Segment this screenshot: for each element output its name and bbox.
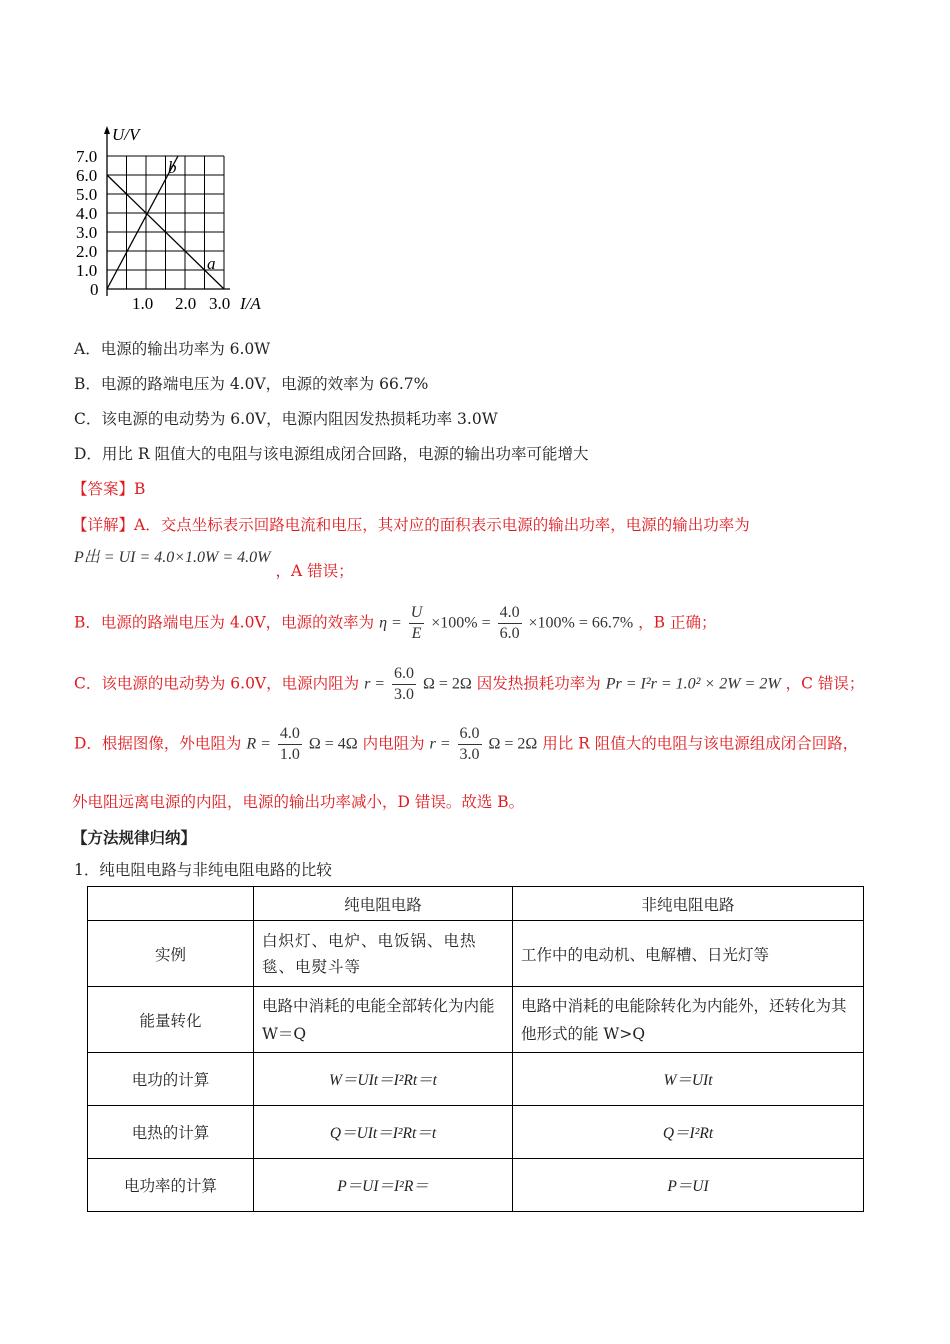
table-cell: Q＝I²Rt xyxy=(513,1106,864,1159)
table-cell: 工作中的电动机、电解槽、日光灯等 xyxy=(513,921,864,987)
y-tick: 3.0 xyxy=(76,223,98,242)
R-symbol: R = xyxy=(246,735,271,753)
y-tick: 5.0 xyxy=(76,185,98,204)
detail-c-line xyxy=(74,664,864,705)
detail-d-start: D．根据图像，外电阻为 xyxy=(74,734,242,753)
numerator: 4.0 xyxy=(498,603,522,624)
eta-symbol: η = xyxy=(379,614,402,632)
fraction-4-1 xyxy=(278,724,302,765)
denominator: E xyxy=(411,625,422,642)
table-header-cell xyxy=(88,887,254,921)
fraction-6-3 xyxy=(458,724,482,765)
numerator: 6.0 xyxy=(392,664,416,685)
table-row xyxy=(88,921,864,987)
table-cell: P＝UI＝I²R＝ xyxy=(254,1159,513,1212)
comparison-table xyxy=(87,886,864,1212)
times-100: ×100% = xyxy=(431,614,491,632)
answer: 【答案】B xyxy=(72,480,146,498)
table-header-cell: 非纯电阻电路 xyxy=(513,887,864,921)
y-tick: 2.0 xyxy=(76,242,98,261)
internal-resistance-result: Ω = 2Ω xyxy=(488,735,538,753)
table-header-cell: 纯电阻电路 xyxy=(254,887,513,921)
detail-intro: 【详解】A．交点坐标表示回路电流和电压，其对应的面积表示电源的输出功率，电源的输出功率为 xyxy=(72,516,750,534)
detail-a-line xyxy=(74,544,354,580)
table-cell: 电热的计算 xyxy=(88,1106,254,1159)
detail-c-end: ，C 错误； xyxy=(785,674,865,693)
fraction-u-e xyxy=(409,603,425,644)
detail-c-mid: 因发热损耗功率为 xyxy=(476,674,601,693)
table-cell: P＝UI xyxy=(513,1159,864,1212)
option-a: A．电源的输出功率为 6.0W xyxy=(74,340,271,358)
formula-a: P出 = UI = 4.0×1.0W = 4.0W xyxy=(74,549,271,566)
y-tick: 7.0 xyxy=(76,147,98,166)
y-tick: 1.0 xyxy=(76,261,98,280)
table-cell: W＝UIt xyxy=(513,1053,864,1106)
numerator: 6.0 xyxy=(458,724,482,745)
option-d: D．用比 R 阻值大的电阻与该电源组成闭合回路，电源的输出功率可能增大 xyxy=(74,445,589,463)
table-row xyxy=(88,1159,864,1212)
detail-b-end: ，B 正确； xyxy=(638,613,717,632)
option-b: B．电源的路端电压为 4.0V，电源的效率为 66.7% xyxy=(74,375,429,393)
denominator: 1.0 xyxy=(279,746,300,763)
table-cell: 实例 xyxy=(88,921,254,987)
external-resistance-result: Ω = 4Ω xyxy=(308,735,358,753)
efficiency-result: ×100% = 66.7% xyxy=(528,614,634,632)
heat-power-formula: Pr = I²r = 1.0² × 2W = 2W xyxy=(605,675,781,693)
detail-c-start: C．该电源的电动势为 6.0V，电源内阻为 xyxy=(74,674,360,693)
numerator: U xyxy=(409,603,425,624)
label-a: a xyxy=(207,254,216,273)
table-cell: 电功率的计算 xyxy=(88,1159,254,1212)
y-tick: 4.0 xyxy=(76,204,98,223)
table-cell: 电路中消耗的电能除转化为内能外，还转化为其他形式的能 W>Q xyxy=(513,987,864,1053)
y-tick: 0 xyxy=(90,280,99,299)
detail-a-end: ，A 错误； xyxy=(275,562,354,580)
detail-d-end: 用比 R 阻值大的电阻与该电源组成闭合回路， xyxy=(542,734,859,753)
x-tick: 2.0 xyxy=(175,294,197,313)
detail-d-line xyxy=(74,724,858,765)
table-cell: 电路中消耗的电能全部转化为内能 W＝Q xyxy=(254,987,513,1053)
x-axis-label: I/A xyxy=(240,294,261,313)
detail-b-start: B．电源的路端电压为 4.0V，电源的效率为 xyxy=(74,613,375,632)
option-c: C．该电源的电动势为 6.0V，电源内阻因发热损耗功率 3.0W xyxy=(74,410,498,428)
u-i-graph xyxy=(70,120,290,320)
table-cell: 能量转化 xyxy=(88,987,254,1053)
internal-resistance-result: Ω = 2Ω xyxy=(422,675,472,693)
table-cell: 白炽灯、电炉、电饭锅、电热毯、电熨斗等 xyxy=(254,921,513,987)
y-axis-arrow-icon xyxy=(104,126,110,134)
denominator: 6.0 xyxy=(499,625,520,642)
detail-b-line xyxy=(74,603,717,644)
table-header-row xyxy=(88,887,864,921)
denominator: 3.0 xyxy=(394,686,415,703)
table-row xyxy=(88,987,864,1053)
label-b: b xyxy=(168,158,177,177)
table-row xyxy=(88,1106,864,1159)
x-tick: 3.0 xyxy=(209,294,231,313)
y-axis-label: U/V xyxy=(112,125,140,144)
method-item-1: 1．纯电阻电路与非纯电阻电路的比较 xyxy=(74,861,332,879)
detail-d-mid: 内电阻为 xyxy=(362,734,425,753)
x-tick: 1.0 xyxy=(132,294,154,313)
denominator: 3.0 xyxy=(459,746,480,763)
table-cell: 电功的计算 xyxy=(88,1053,254,1106)
table-cell: W＝UIt＝I²Rt＝t xyxy=(254,1053,513,1106)
table-row xyxy=(88,1053,864,1106)
fraction-6-3 xyxy=(392,664,416,705)
table-cell: Q＝UIt＝I²Rt＝t xyxy=(254,1106,513,1159)
detail-d-line2: 外电阻远离电源的内阻，电源的输出功率减小，D 错误。故选 B。 xyxy=(72,793,525,811)
r-symbol: r = xyxy=(364,675,386,693)
fraction-4-6 xyxy=(498,603,522,644)
numerator: 4.0 xyxy=(278,724,302,745)
r-symbol: r = xyxy=(429,735,451,753)
y-tick: 6.0 xyxy=(76,166,98,185)
method-heading: 【方法规律归纳】 xyxy=(72,828,197,847)
